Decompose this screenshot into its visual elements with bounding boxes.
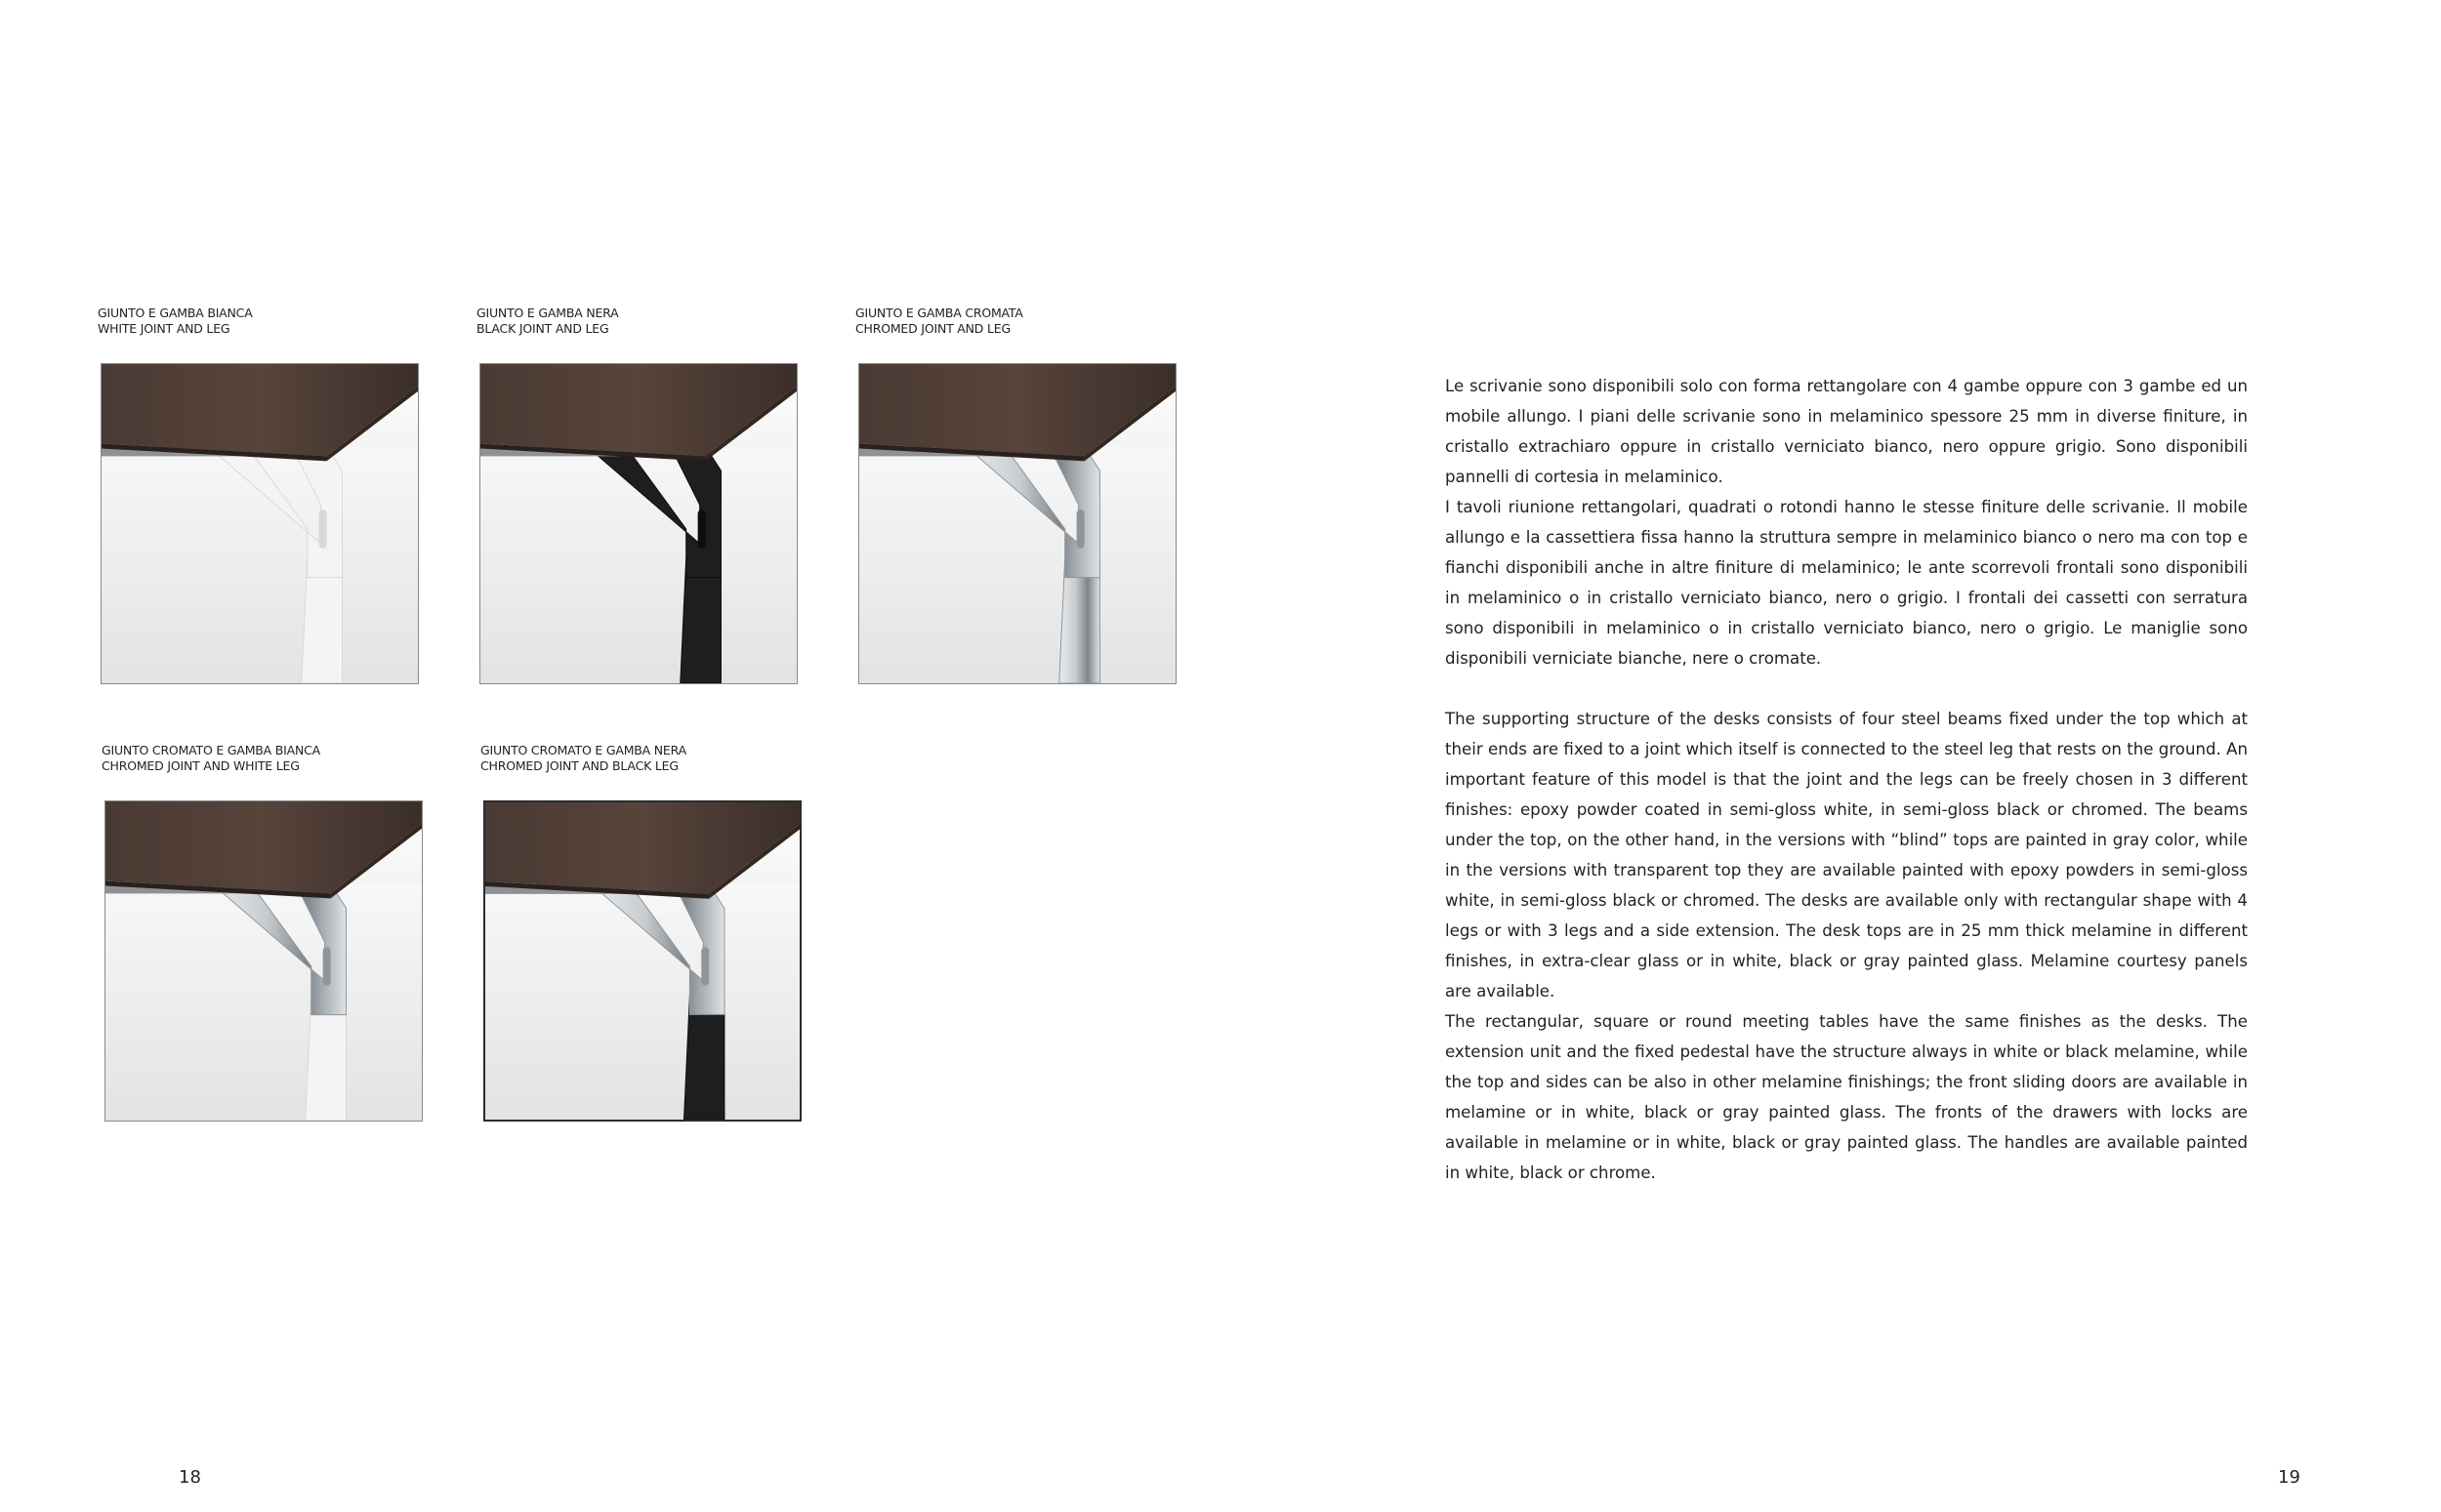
joint-slot (1077, 510, 1085, 549)
photo-black-joint-leg (479, 363, 798, 684)
joint-slot (319, 510, 327, 549)
caption-chrome-joint-white-leg (102, 743, 320, 774)
photo-white-joint-leg (101, 363, 419, 684)
italian-paragraph-1: Le scrivanie sono disponibili solo con forma rettangolare con 4 gambe oppure con 3 gambe ed un mobile allungo. I piani delle scrivanie sono in melaminico spessore 25 mm in diverse finiture, in cristallo extrachiaro oppure in cristallo verniciato bianco, nero oppure grigio. Sono disponibili pannelli di cortesia in melaminico. (1445, 377, 2248, 486)
caption-english: WHITE JOINT AND LEG (98, 321, 230, 336)
caption-chrome-joint-leg (855, 306, 1023, 337)
caption-italian: GIUNTO E GAMBA NERA (476, 306, 619, 320)
photo-chrome-joint-white-leg (104, 800, 423, 1122)
caption-italian: GIUNTO E GAMBA CROMATA (855, 306, 1023, 320)
desk-rendering (102, 364, 418, 683)
desk-rendering (480, 364, 797, 683)
joint-slot (698, 510, 706, 549)
photo-chrome-joint-leg (858, 363, 1177, 684)
desk-rendering (485, 802, 800, 1120)
desk-rendering (859, 364, 1176, 683)
caption-italian: GIUNTO CROMATO E GAMBA BIANCA (102, 743, 321, 757)
joint-slot (701, 947, 709, 986)
caption-italian: GIUNTO E GAMBA BIANCA (98, 306, 253, 320)
desk-rendering (105, 801, 422, 1121)
caption-english: CHROMED JOINT AND BLACK LEG (480, 758, 679, 773)
caption-white-joint-leg (98, 306, 253, 337)
caption-english: CHROMED JOINT AND LEG (855, 321, 1011, 336)
caption-english: CHROMED JOINT AND WHITE LEG (102, 758, 300, 773)
description-text (1445, 371, 2248, 1188)
italian-paragraph-2: I tavoli riunione rettangolari, quadrati o rotondi hanno le stesse finiture delle scrivanie. Il mobile allungo e la cassettiera fissa hanno la struttura sempre in melaminico bianco o nero ma con top e fianchi disponibili anche in altre finiture di melaminico; le ante scorrevoli frontali sono disponibili in melaminico o in cristallo verniciato bianco, nero o grigio. I frontali dei cassetti con serratura sono disponibili in melaminico o in cristallo verniciato bianco, nero o grigio. Le maniglie sono disponibili verniciate bianche, nere o cromate. (1445, 498, 2248, 668)
page-number-left: 18 (179, 1467, 201, 1488)
english-paragraph-2: The rectangular, square or round meeting tables have the same finishes as the desks. The extension unit and the fixed pedestal have the structure always in white or black melamine, while the top and sides can be also in other melamine finishings; the front sliding doors are available in melamine or in white, black or gray painted glass. The fronts of the drawers with locks are available in melamine or in white, black or gray painted glass. The handles are available painted in white, black or chrome. (1445, 1012, 2248, 1182)
page-number-right: 19 (2278, 1467, 2300, 1488)
caption-italian: GIUNTO CROMATO E GAMBA NERA (480, 743, 686, 757)
joint-slot (323, 947, 331, 986)
caption-black-joint-leg (476, 306, 619, 337)
caption-english: BLACK JOINT AND LEG (476, 321, 609, 336)
english-paragraph-1: The supporting structure of the desks consists of four steel beams fixed under the top which at their ends are fixed to a joint which itself is connected to the steel leg that rests on the ground. An important feature of this model is that the joint and the legs can be freely chosen in 3 different finishes: epoxy powder coated in semi-gloss white, in semi-gloss black or chromed. The beams under the top, on the other hand, in the versions with “blind” tops are painted in gray color, while in the versions with transparent top they are available painted with epoxy powders in semi-gloss white, in semi-gloss black or chromed. The desks are available only with rectangular shape with 4 legs or with 3 legs and a side extension. The desk tops are in 25 mm thick melamine in different finishes, in extra-clear glass or in white, black or gray painted glass. Melamine courtesy panels are available. (1445, 710, 2248, 1001)
photo-chrome-joint-black-leg (483, 800, 802, 1122)
caption-chrome-joint-black-leg (480, 743, 686, 774)
